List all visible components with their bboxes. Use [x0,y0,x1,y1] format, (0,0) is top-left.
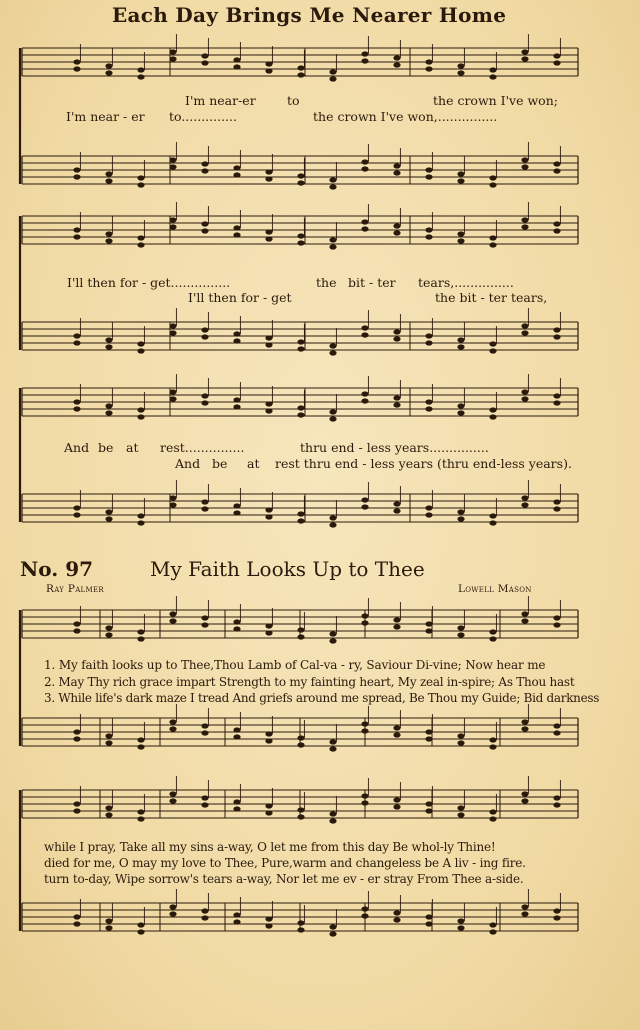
hymn-title: My Faith Looks Up to Thee [150,557,425,581]
hymn-number: No. 97 [20,557,94,581]
lyric: I'll then for - get [188,290,292,305]
lyric: at [247,456,260,471]
verse-line: 1. My faith looks up to Thee,Thou Lamb of Cal-va - ry, Saviour Di-vine; Now hear me [44,658,546,672]
lyric: bit - ter [348,275,396,290]
lyric: the crown I've won,............... [313,109,498,124]
verse-line: while I pray, Take all my sins a-way, O let me from this day Be whol-ly Thine! [44,840,496,854]
hymn-title: Each Day Brings Me Nearer Home [112,3,507,27]
lyric: thru end - less years............... [300,440,489,455]
verse-line: turn to-day, Wipe sorrow's tears a-way, Nor let me ev - er stray From Thee a-side. [44,872,524,886]
lyric: tears,............... [418,275,514,290]
verse-line: 2. May Thy rich grace impart Strength to my fainting heart, My zeal in-spire; As Thou hast [44,675,575,689]
composer-credit: Lowell Mason [458,583,532,595]
lyric: to.............. [169,109,237,124]
lyric: be [98,440,114,455]
author-credit: Ray Palmer [46,583,104,595]
lyric: at [126,440,139,455]
lyric: I'm near-er [185,93,256,108]
lyric: I'll then for - get............... [67,275,231,290]
verse-line: died for me, O may my love to Thee, Pure,warm and changeless be A liv - ing fire. [44,856,526,870]
lyric: to [287,93,300,108]
lyric: rest thru end - less years (thru end-less years). [275,456,572,471]
lyric: the crown I've won; [433,93,558,108]
lyric: be [212,456,228,471]
lyric: rest............... [160,440,245,455]
lyric: And [175,456,201,471]
lyric: And [64,440,90,455]
lyric: I'm near - er [66,109,145,124]
verse-line: 3. While life's dark maze I tread And griefs around me spread, Be Thou my Guide; Bid darkness [44,691,600,705]
lyric: the bit - ter tears, [435,290,548,305]
lyric: the [316,275,337,290]
